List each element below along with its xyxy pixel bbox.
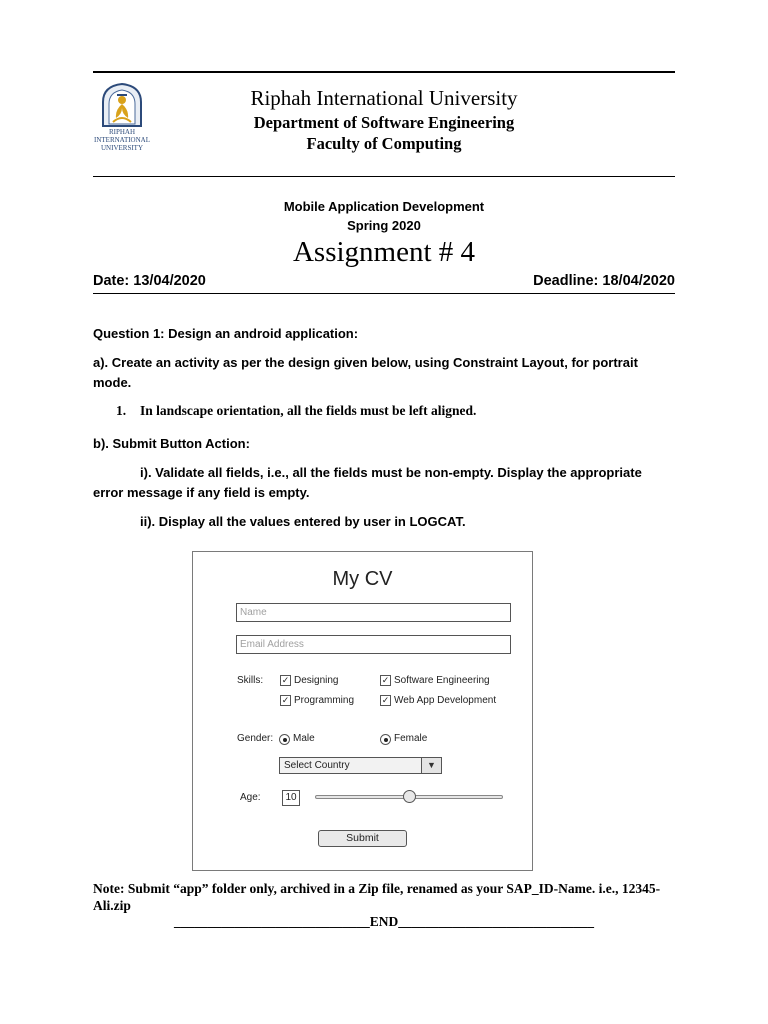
part-b-i-text: i). Validate all fields, i.e., all the fields must be non-empty. Display the appropriate error message if any field is empty. bbox=[93, 465, 642, 500]
assignment-title: Assignment # 4 bbox=[292, 236, 476, 268]
programming-checkbox[interactable]: ✓ bbox=[281, 695, 290, 705]
list-item-number: 1. bbox=[116, 403, 127, 418]
department-name: Department of Software Engineering bbox=[253, 113, 515, 132]
part-b-heading: b). Submit Button Action: bbox=[93, 436, 250, 451]
skill-software-engineering-label: Software Engineering bbox=[394, 675, 490, 686]
university-name: Riphah International University bbox=[250, 86, 518, 110]
gender-label: Gender: bbox=[237, 733, 274, 744]
header-bottom-rule bbox=[93, 176, 675, 177]
course-term: Spring 2020 bbox=[347, 218, 421, 233]
course-name: Mobile Application Development bbox=[283, 199, 485, 214]
designing-checkbox[interactable]: ✓ bbox=[281, 675, 290, 685]
top-rule bbox=[93, 71, 675, 73]
date-rule bbox=[93, 293, 675, 294]
date-label: Date: 13/04/2020 bbox=[93, 273, 206, 289]
software-engineering-checkbox[interactable]: ✓ bbox=[381, 675, 390, 685]
dropdown-arrow-icon[interactable]: ▼ bbox=[421, 758, 441, 773]
cv-form-mockup bbox=[192, 551, 533, 871]
web-app-development-checkbox[interactable]: ✓ bbox=[381, 695, 390, 705]
skill-web-app-development-label: Web App Development bbox=[394, 695, 497, 706]
faculty-name: Faculty of Computing bbox=[306, 134, 462, 153]
mockup-title: My CV bbox=[332, 568, 393, 590]
list-item-text: In landscape orientation, all the fields must be left aligned. bbox=[140, 403, 477, 418]
country-select[interactable] bbox=[279, 757, 442, 774]
logo-text: RIPHAH INTERNATIONAL UNIVERSITY bbox=[94, 128, 150, 152]
part-b-ii-text: ii). Display all the values entered by user in LOGCAT. bbox=[140, 514, 466, 529]
skill-designing-label: Designing bbox=[294, 675, 339, 686]
country-select-value: Select Country bbox=[284, 760, 350, 771]
part-a-text: a). Create an activity as per the design given below, using Constraint Layout, for portrait mode. bbox=[93, 355, 638, 390]
age-label: Age: bbox=[240, 792, 261, 803]
email-input[interactable]: Email Address bbox=[236, 635, 511, 654]
age-slider-thumb[interactable] bbox=[403, 790, 416, 803]
skill-programming-label: Programming bbox=[294, 695, 355, 706]
male-radio[interactable] bbox=[279, 734, 290, 745]
female-radio[interactable] bbox=[380, 734, 391, 745]
deadline-label: Deadline: 18/04/2020 bbox=[533, 273, 675, 289]
age-input[interactable]: 10 bbox=[282, 790, 300, 806]
name-input[interactable]: Name bbox=[236, 603, 511, 622]
male-label: Male bbox=[293, 733, 315, 744]
female-label: Female bbox=[394, 733, 428, 744]
submission-note: Note: Submit “app” folder only, archived in a Zip file, renamed as your SAP_ID-Name. i.e., 12345-Ali.zip bbox=[93, 881, 661, 913]
skills-label: Skills: bbox=[237, 675, 264, 686]
end-line: _____________________________END_____________________________ bbox=[173, 914, 594, 929]
question-heading: Question 1: Design an android application: bbox=[93, 326, 359, 341]
submit-button[interactable]: Submit bbox=[318, 830, 407, 847]
